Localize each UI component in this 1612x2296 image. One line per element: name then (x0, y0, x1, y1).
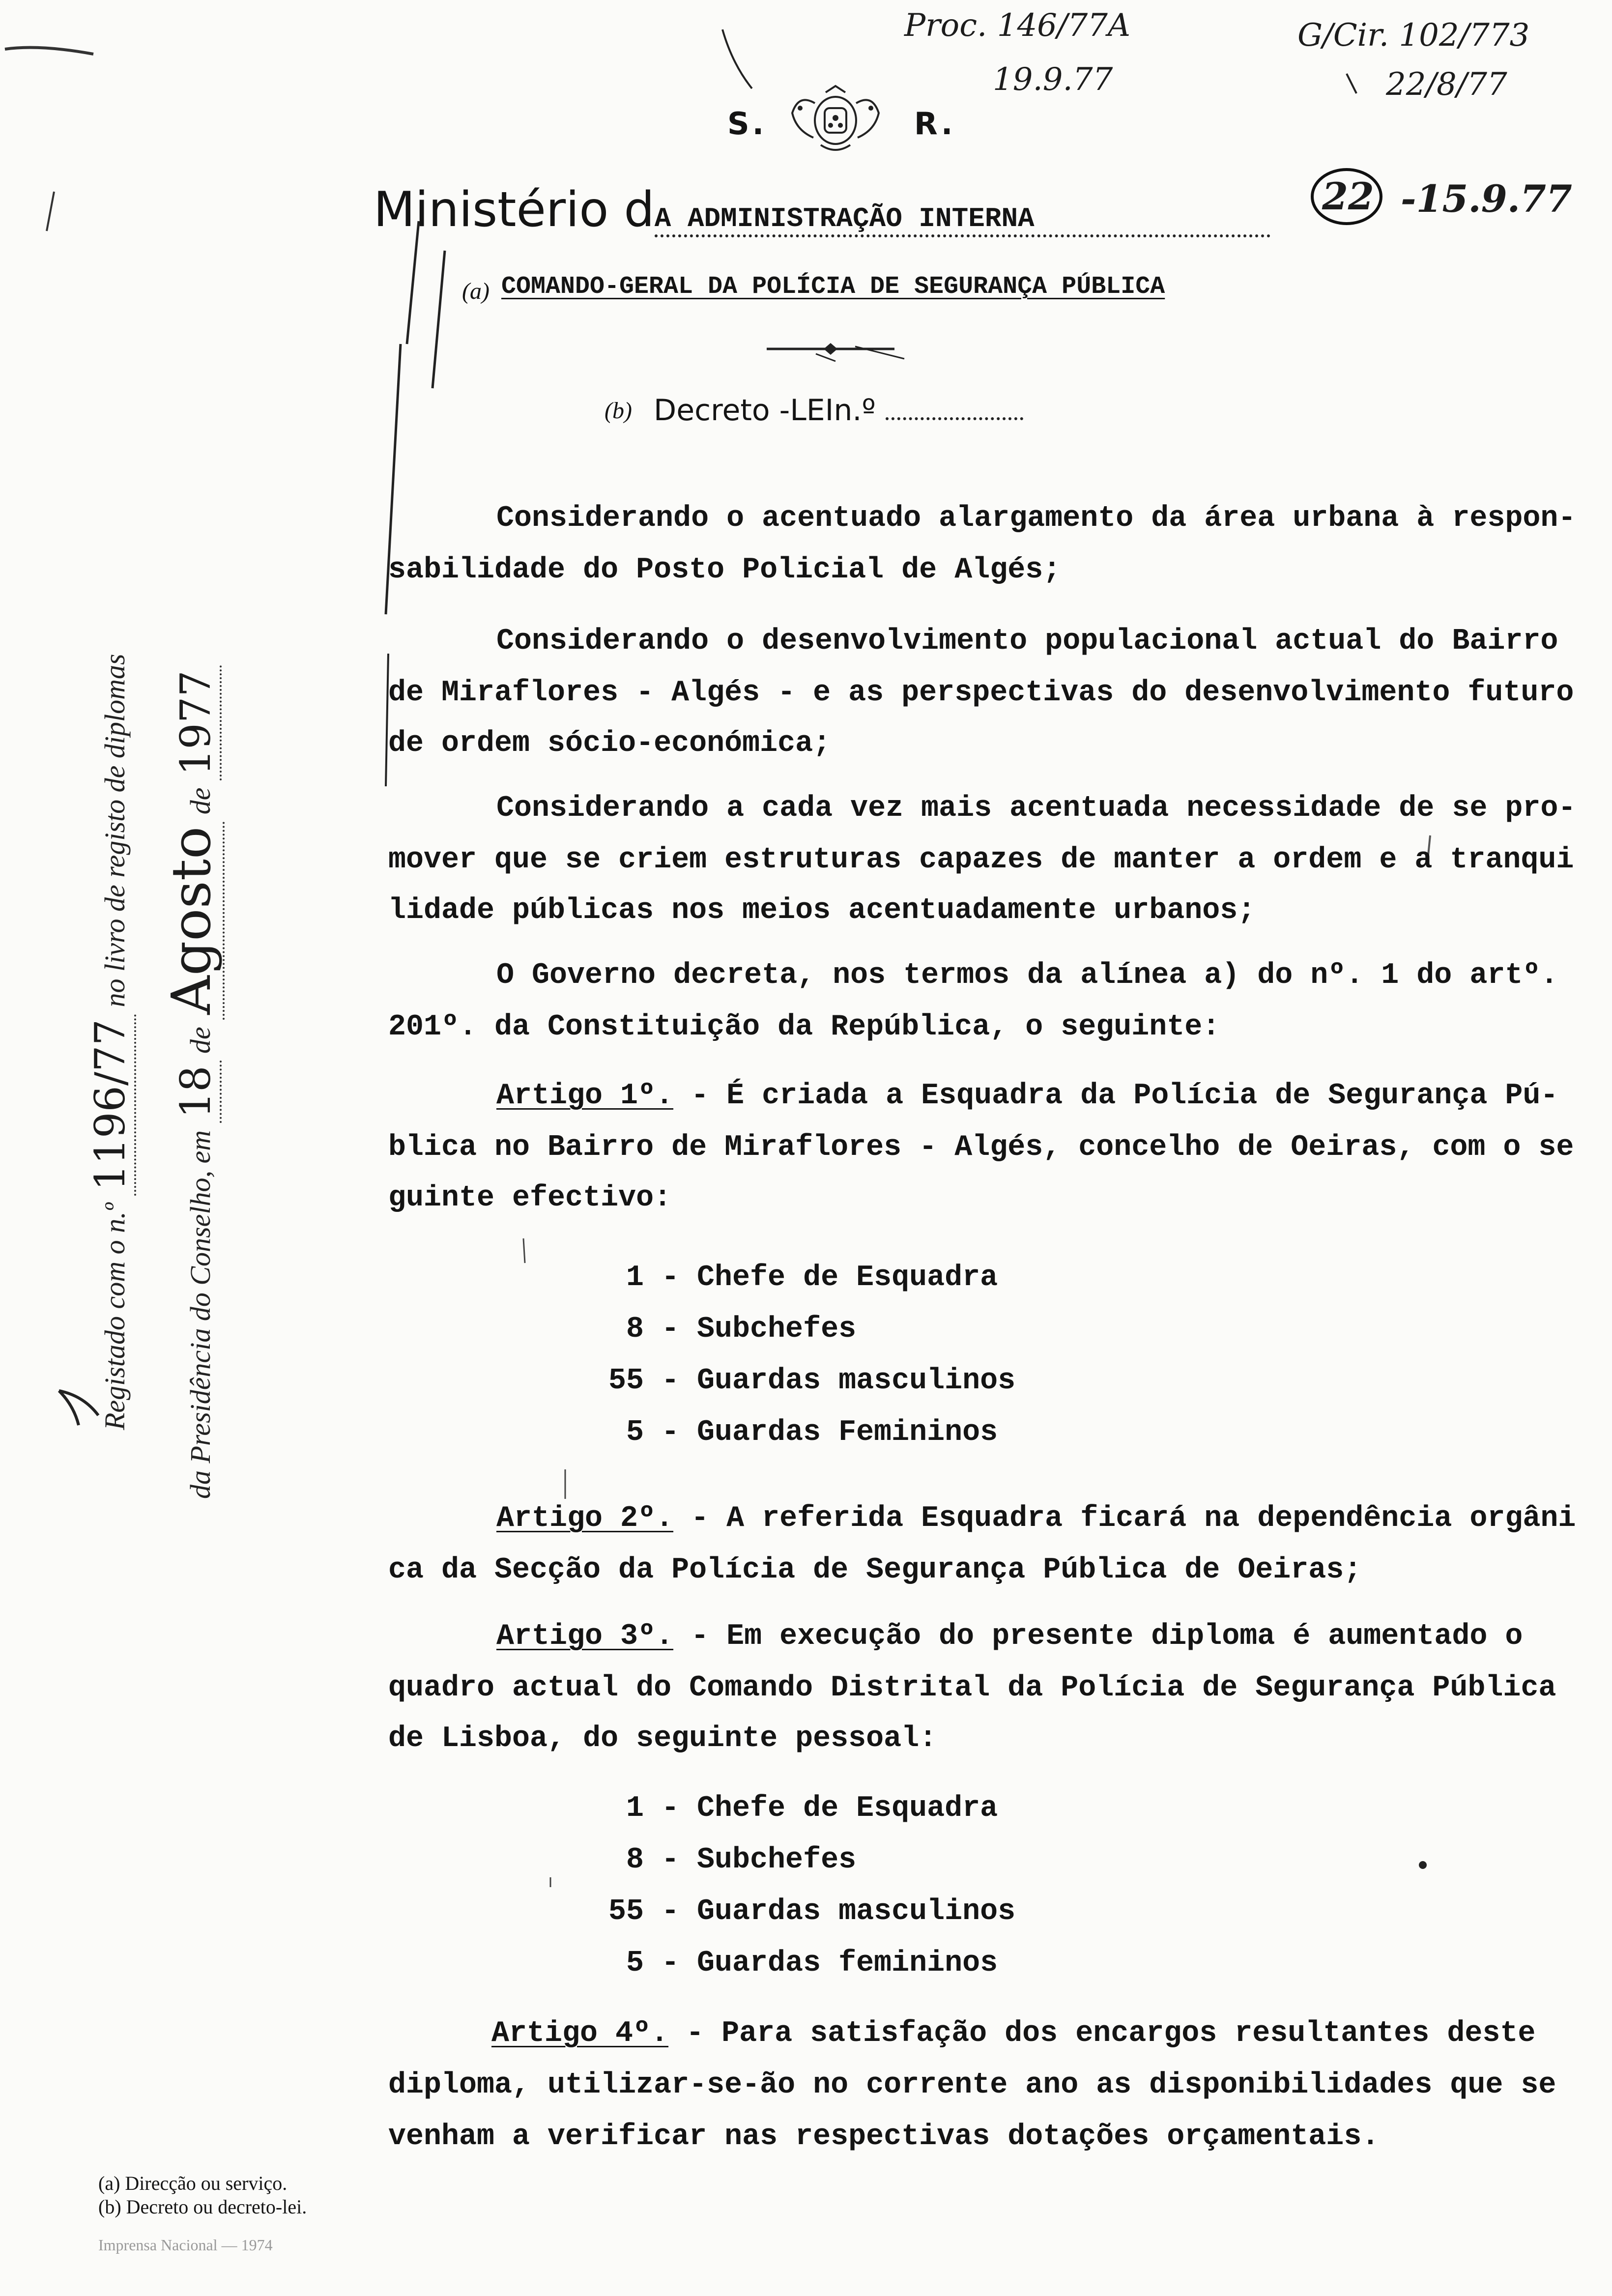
list-1-role-2: Subchefes (697, 1313, 857, 1346)
field-b-marker: (b) (604, 398, 632, 424)
body-line-6: Considerando a cada vez mais acentuada necessidade de se pro- (496, 792, 1576, 825)
list-2-item-3: 55 - Guardas masculinos (570, 1897, 1015, 1926)
list-1-item-1: 1 - Chefe de Esquadra (570, 1263, 998, 1292)
circled-number: 22 (1322, 174, 1374, 218)
article-4-heading: Artigo 4º. (491, 2017, 669, 2050)
article-3-line-3: de Lisboa, do seguinte pessoal: (388, 1722, 937, 1755)
registration-de-2: de (184, 780, 216, 822)
list-1-role-3: Guardas masculinos (697, 1364, 1016, 1398)
handwritten-process-ref: Proc. 146/77A (904, 7, 1131, 44)
list-2-qty-3: 55 (608, 1895, 644, 1928)
list-2-role-1: Chefe de Esquadra (697, 1792, 998, 1825)
article-3-line-1 (496, 1622, 1523, 1651)
ministry-name: A ADMINISTRAÇÃO INTERNA (655, 203, 1270, 237)
printer-imprint: Imprensa Nacional — 1974 (98, 2236, 273, 2254)
article-3-text-1: - Em execução do presente diploma é aumentado o (673, 1620, 1523, 1653)
list-2-item-2: 8 - Subchefes (570, 1845, 856, 1875)
article-1-heading: Artigo 1º. (496, 1079, 674, 1113)
body-line-9: O Governo decreta, nos termos da alínea a) do nº. 1 do artº. (496, 959, 1558, 992)
registration-de-1: de (184, 1019, 216, 1061)
article-2-text-1: - A referida Esquadra ficará na dependência orgâni (673, 1502, 1576, 1535)
body-line-3: Considerando o desenvolvimento populacional actual do Bairro (496, 625, 1558, 658)
list-2-role-2: Subchefes (697, 1843, 857, 1877)
ministry-line (374, 182, 1297, 238)
list-1-item-4: 5 - Guardas Femininos (570, 1418, 998, 1447)
registration-prefix: Registado com o n.º (99, 1195, 131, 1430)
article-1-line-3: guinte efectivo: (388, 1181, 672, 1215)
handwritten-date-1: 19.9.77 (993, 61, 1113, 98)
field-a-marker: (a) (462, 278, 489, 304)
handwritten-circular-ref: G/Cir. 102/773 (1297, 17, 1530, 54)
footnote-b: (b) Decreto ou decreto-lei. (98, 2196, 307, 2218)
registration-day: 18 (172, 1061, 222, 1123)
list-1-qty-3: 55 (608, 1364, 644, 1398)
body-line-4: de Miraflores - Algés - e as perspectivas do desenvolvimento futuro (388, 676, 1574, 710)
registration-month: Agosto (160, 822, 225, 1020)
list-2-role-4: Guardas femininos (697, 1947, 998, 1980)
handwritten-date-2: 22/8/77 (1386, 66, 1507, 103)
divider-ornament (767, 339, 894, 359)
list-2-item-1: 1 - Chefe de Esquadra (570, 1794, 998, 1823)
list-1-item-2: 8 - Subchefes (570, 1315, 856, 1344)
list-1-qty-4: 5 (626, 1416, 644, 1449)
list-1-qty-2: 8 (626, 1313, 644, 1346)
list-1-qty-1: 1 (626, 1261, 644, 1294)
decree-type-text: Decreto -LEIn.º (654, 393, 876, 428)
article-1-line-2: blica no Bairro de Miraflores - Algés, concelho de Oeiras, com o se (388, 1131, 1574, 1164)
body-line-8: lidade públicas nos meios acentuadamente urbanos; (388, 894, 1256, 927)
article-3-heading: Artigo 3º. (496, 1620, 674, 1653)
body-line-10: 201º. da Constituição da República, o seguinte: (388, 1010, 1220, 1044)
decree-type (654, 393, 1023, 428)
footnote-a: (a) Direcção ou serviço. (98, 2172, 288, 2194)
article-2-line-2: ca da Secção da Polícia de Segurança Pública de Oeiras; (388, 1553, 1362, 1587)
body-line-2: sabilidade do Posto Policial de Algés; (388, 553, 1061, 587)
registration-suffix: no livro de registo de diplomas (99, 654, 131, 1014)
ministry-label: Ministério d (374, 182, 655, 238)
registration-year: 1977 (172, 665, 222, 780)
article-3-line-2: quadro actual do Comando Distrital da Polícia de Segurança Pública (388, 1671, 1556, 1705)
registration-line-2-prefix: da Presidência do Conselho, em (184, 1123, 216, 1499)
article-1-text-1: - É criada a Esquadra da Polícia de Segurança Pú- (673, 1079, 1558, 1113)
article-4-line-3: venham a verificar nas respectivas dotações orçamentais. (388, 2120, 1380, 2153)
list-2-item-4: 5 - Guardas femininos (570, 1949, 998, 1978)
registration-line-1 (86, 654, 134, 1430)
list-2-qty-1: 1 (626, 1792, 644, 1825)
article-2-heading: Artigo 2º. (496, 1502, 674, 1535)
article-4-line-1 (491, 2019, 1535, 2048)
list-1-role-1: Chefe de Esquadra (697, 1261, 998, 1294)
coat-of-arms-icon (786, 84, 885, 157)
list-1-role-4: Guardas Femininos (697, 1416, 998, 1449)
registration-line-2 (160, 665, 223, 1499)
handwritten-date-3: -15.9.77 (1401, 177, 1572, 221)
header-r: R. (914, 106, 956, 142)
article-2-line-1 (496, 1504, 1576, 1533)
header-s: S. (727, 106, 767, 142)
body-line-7: mover que se criem estruturas capazes de manter a ordem e a tranqui (388, 843, 1574, 877)
list-2-role-3: Guardas masculinos (697, 1895, 1016, 1928)
article-4-line-2: diploma, utilizar-se-ão no corrente ano as disponibilidades que se (388, 2068, 1556, 2102)
department-name: COMANDO-GERAL DA POLÍCIA DE SEGURANÇA PÚBLICA (501, 273, 1165, 301)
registration-number: 1196/77 (86, 1014, 136, 1196)
article-1-line-1 (496, 1081, 1558, 1111)
article-4-text-1: - Para satisfação dos encargos resultantes deste (668, 2017, 1536, 2050)
body-line-1: Considerando o acentuado alargamento da área urbana à respon- (496, 502, 1576, 535)
list-2-qty-2: 8 (626, 1843, 644, 1877)
list-1-item-3: 55 - Guardas masculinos (570, 1366, 1015, 1396)
body-line-5: de ordem sócio-económica; (388, 727, 831, 760)
list-2-qty-4: 5 (626, 1947, 644, 1980)
